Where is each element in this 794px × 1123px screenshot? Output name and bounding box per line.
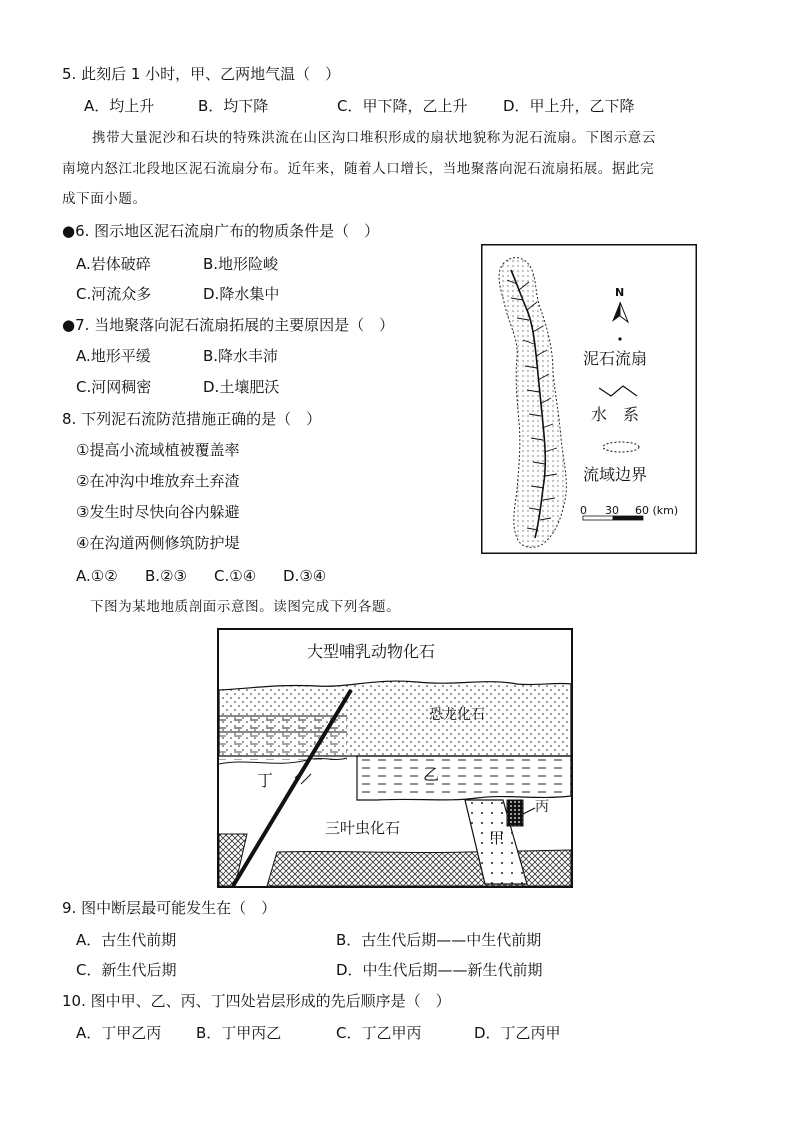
legend-river-system: 水 系 <box>591 405 640 424</box>
question-5-stem: 5. 此刻后 1 小时，甲、乙两地气温（ ） <box>62 65 341 83</box>
question-9-option-d: D．中生代后期——新生代前期 <box>336 961 543 979</box>
rock-bing <box>507 800 523 826</box>
question-8-stem: 8. 下列泥石流防范措施正确的是（ ） <box>62 410 322 428</box>
question-8-item-2: ②在冲沟中堆放弃土弃渣 <box>76 472 240 490</box>
question-6-option-d: D.降水集中 <box>203 285 280 303</box>
question-6-stem: ●6. 图示地区泥石流扇广布的物质条件是（ ） <box>62 222 380 240</box>
svg-text:30: 30 <box>605 504 619 517</box>
question-8-option-b: B.②③ <box>145 567 187 585</box>
dinosaur-fossil-label: 恐龙化石 <box>429 707 485 723</box>
question-5-option-c: C．甲下降，乙上升 <box>337 97 468 115</box>
question-8-option-c: C.①④ <box>214 567 257 585</box>
geologic-cross-section <box>217 628 573 888</box>
north-label: N <box>615 286 625 299</box>
question-10-option-b: B．丁甲丙乙 <box>196 1024 282 1042</box>
passage-1-line-3: 成下面小题。 <box>62 191 147 207</box>
question-8-item-1: ①提高小流域植被覆盖率 <box>76 441 240 459</box>
debris-fan-legend-icon <box>618 337 621 340</box>
mammal-fossil-label: 大型哺乳动物化石 <box>307 642 436 661</box>
question-10-option-a: A．丁甲乙丙 <box>76 1024 162 1042</box>
question-9-stem: 9. 图中断层最可能发生在（ ） <box>62 899 277 917</box>
legend-debris-fan: 泥石流扇 <box>583 349 648 368</box>
question-10-stem: 10. 图中甲、乙、丙、丁四处岩层形成的先后顺序是（ ） <box>62 992 451 1010</box>
question-5-option-b: B．均下降 <box>198 97 269 115</box>
question-8-option-a: A.①② <box>76 567 118 585</box>
question-10-option-d: D．丁乙丙甲 <box>474 1024 561 1042</box>
passage-1-line-1: 携带大量泥沙和石块的特殊洪流在山区沟口堆积形成的扇状地貌称为泥石流扇。下图示意云 <box>92 130 656 146</box>
question-5-option-a: A．均上升 <box>84 97 155 115</box>
trilobite-fossil-label: 三叶虫化石 <box>325 819 401 837</box>
question-5-option-d: D．甲上升，乙下降 <box>503 97 635 115</box>
question-7-option-a: A.地形平缓 <box>76 347 151 365</box>
svg-text:0: 0 <box>580 504 587 517</box>
question-7-stem: ●7. 当地聚落向泥石流扇拓展的主要原因是（ ） <box>62 316 395 334</box>
rock-bing-label: 丙 <box>535 799 549 815</box>
question-7-option-b: B.降水丰沛 <box>203 347 279 365</box>
question-6-option-c: C.河流众多 <box>76 285 152 303</box>
question-7-option-d: D.土壤肥沃 <box>203 378 280 396</box>
passage-2: 下图为某地地质剖面示意图。读图完成下列各题。 <box>90 599 401 615</box>
question-9-option-a: A．古生代前期 <box>76 931 177 949</box>
question-8-item-4: ④在沟道两侧修筑防护堤 <box>76 534 240 552</box>
svg-text:60 (km): 60 (km) <box>635 504 679 517</box>
question-8-option-d: D.③④ <box>283 567 327 585</box>
question-10-option-c: C．丁乙甲丙 <box>336 1024 422 1042</box>
passage-1-line-2: 南境内怒江北段地区泥石流扇分布。近年来，随着人口增长，当地聚落向泥石流扇拓展。据此完 <box>62 161 655 177</box>
question-7-option-c: C.河网稠密 <box>76 378 152 396</box>
question-9-option-b: B．古生代后期——中生代前期 <box>336 931 542 949</box>
layer-yi <box>357 756 571 800</box>
intrusion-jia-label: 甲 <box>489 829 505 847</box>
question-6-option-b: B.地形险峻 <box>203 255 279 273</box>
debris-fan-map <box>481 244 697 554</box>
fault-ding-label: 丁 <box>257 771 274 790</box>
question-6-option-a: A.岩体破碎 <box>76 255 151 273</box>
question-9-option-c: C．新生代后期 <box>76 961 177 979</box>
legend-basin-boundary: 流域边界 <box>583 465 648 484</box>
layer-yi-label: 乙 <box>423 765 440 784</box>
question-8-item-3: ③发生时尽快向谷内躲避 <box>76 503 240 521</box>
